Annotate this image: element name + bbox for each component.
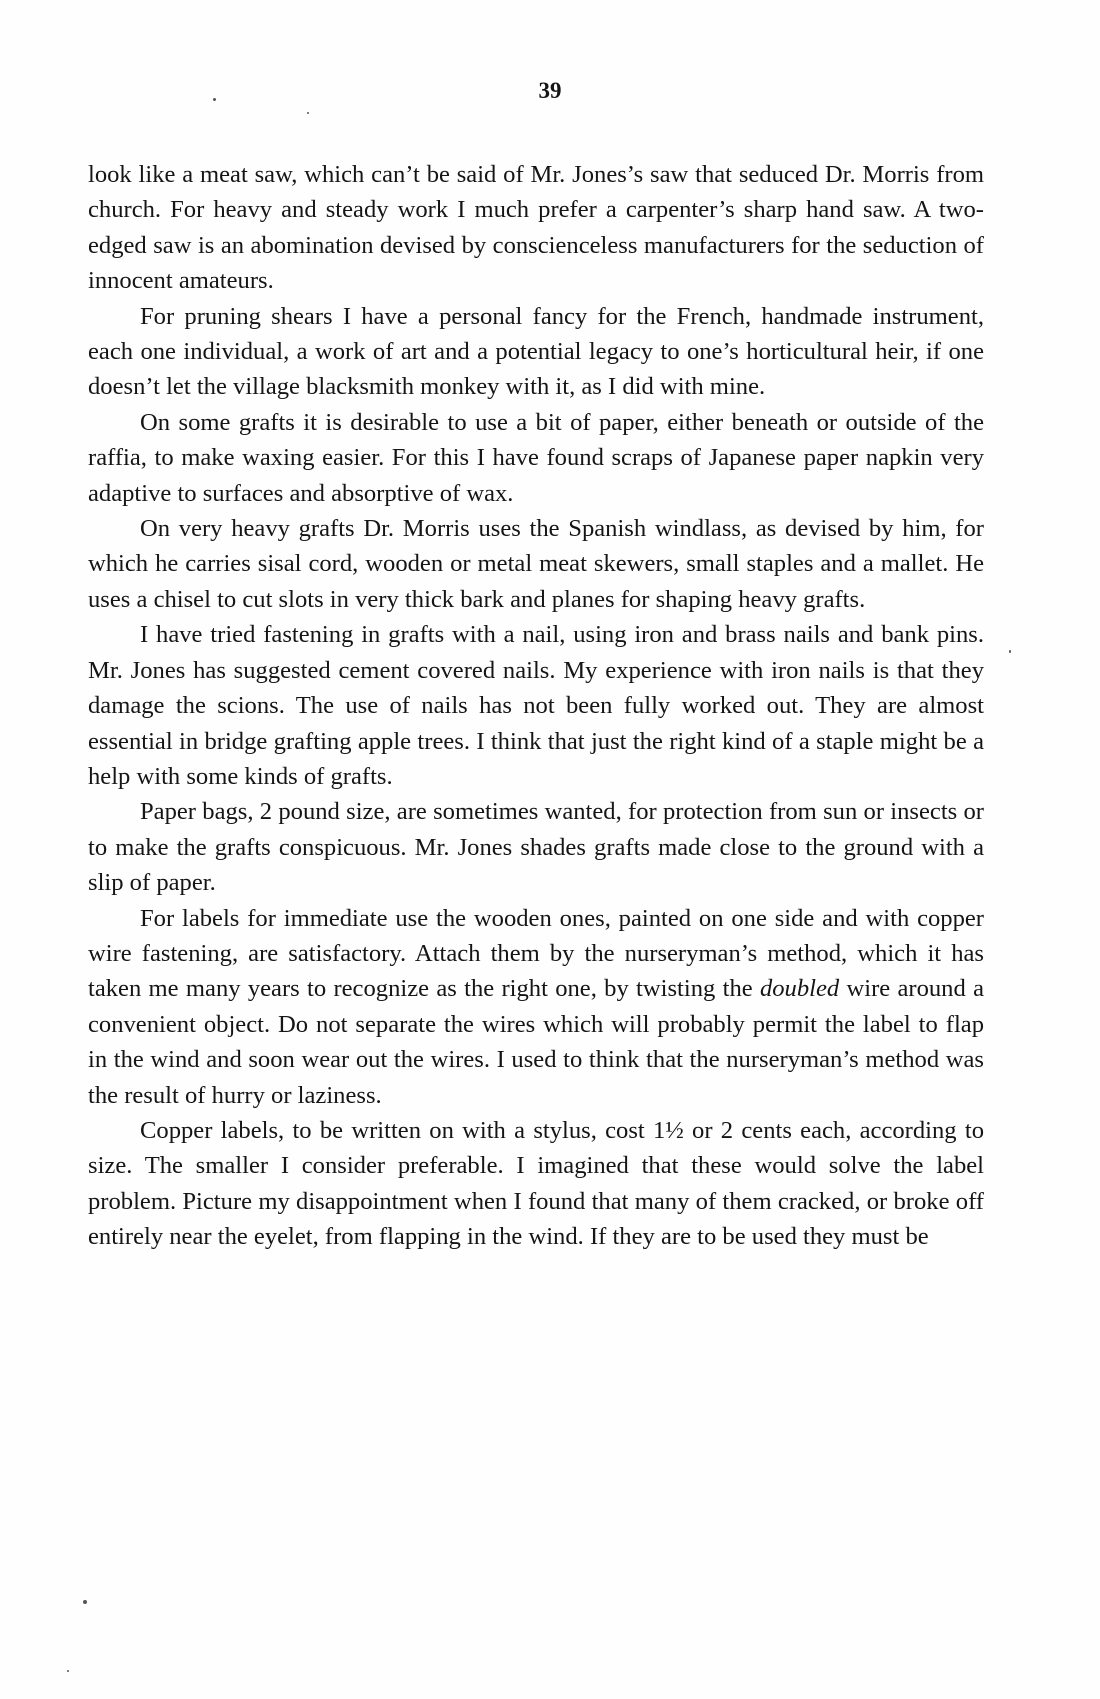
- paragraph-spanish-windlass: On very heavy grafts Dr. Morris uses the Spanish windlass, as devised by him, for which he carries sisal cord, wooden or metal meat skewers, small staples and a mallet. He uses a chisel to cut slots in very thick bark and planes for shaping heavy grafts.: [88, 515, 984, 613]
- paragraph-nails: I have tried fastening in grafts with a nail, using iron and brass nails and bank pins. Mr. Jones has suggested cement covered nails. My experience with iron nails is that they damage the scions. The use of nails has not been fully worked out. They are almost essential in bridge grafting apple trees. I think that just the right kind of a staple might be a help with some kinds of grafts.: [88, 621, 984, 790]
- labels-text-before: For labels for immediate use the wooden ones, painted on one side and with copper wire fastening, are satisfactory. Attach them by the nurseryman’s method, which it has taken me many years to recognize as the right one, by twisting the: [88, 904, 984, 1003]
- scan-speck: [213, 98, 216, 101]
- scan-speck: [83, 1600, 87, 1604]
- scan-speck: [67, 1670, 69, 1672]
- paragraph-paper-wrapping: On some grafts it is desirable to use a bit of paper, either beneath or outside of the raffia, to make waxing easier. For this I have found scraps of Japanese paper napkin very adaptive to surfaces and absorptive of wax.: [88, 408, 984, 507]
- paragraph-paper-bags: Paper bags, 2 pound size, are sometimes wanted, for protection from sun or insects or to make the grafts conspicuous. Mr. Jones shades grafts made close to the ground with a slip of paper.: [88, 798, 984, 897]
- scan-speck: [1009, 650, 1011, 653]
- labels-emphasis: doubled: [759, 975, 840, 1003]
- body-text: [88, 157, 984, 1255]
- paragraph-wooden-labels: [88, 901, 984, 1113]
- paragraph-pruning-shears: For pruning shears I have a personal fancy for the French, handmade instrument, each one individual, a work of art and a potential legacy to one’s horticultural heir, if one doesn’t let the village blacksmith monkey with it, as I did with mine.: [88, 302, 984, 401]
- scan-speck: [307, 112, 309, 114]
- paragraph-copper-labels: Copper labels, to be written on with a stylus, cost 1½ or 2 cents each, according to size. The smaller I consider preferable. I imagined that these would solve the label problem. Picture my disappointment when I found that many of them cracked, or broke off entirely near the eyelet, from flapping in the wind. If they are to be used they must be: [88, 1116, 984, 1251]
- labels-text-after: wire around a convenient object. Do not separate the wires which will probably permit the label to flap in the wind and soon wear out the wires. I used to think that the nurseryman’s method was the result of hurry or laziness.: [88, 975, 984, 1109]
- page-number: 39: [538, 78, 562, 103]
- paragraph-saws: look like a meat saw, which can’t be said of Mr. Jones’s saw that seduced Dr. Morris from church. For heavy and steady work I much prefer a carpenter’s sharp hand saw. A two-edged saw is an abomination devised by conscienceless manufacturers for the seduction of innocent amateurs.: [88, 161, 984, 295]
